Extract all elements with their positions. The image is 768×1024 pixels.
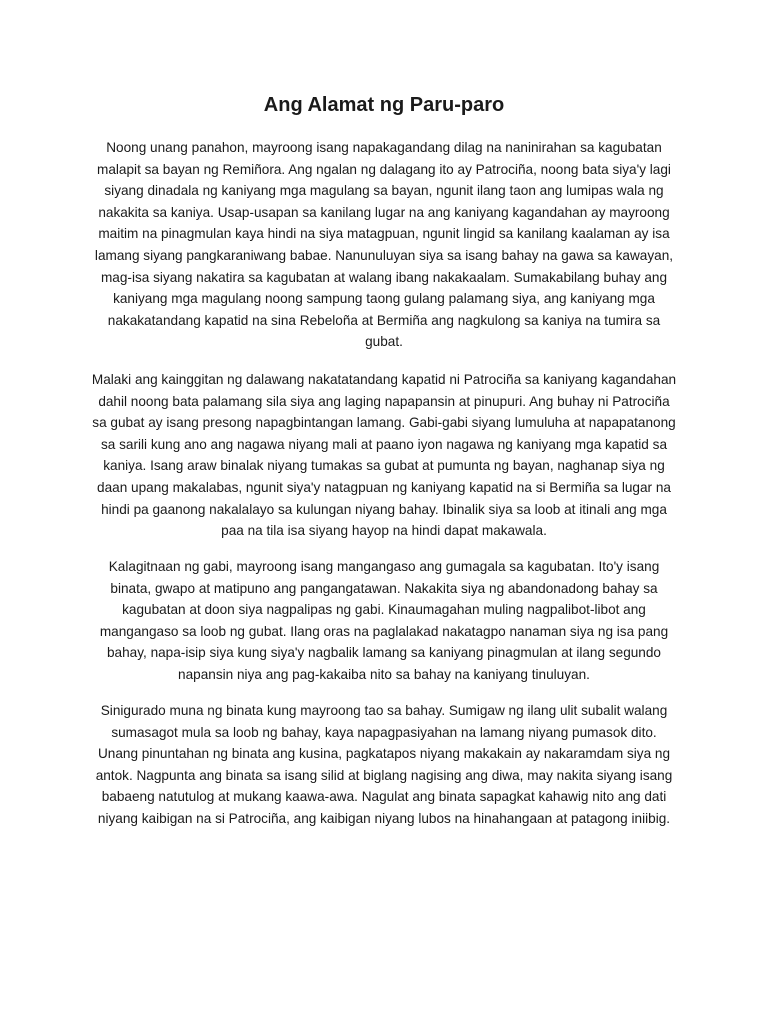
document-title: Ang Alamat ng Paru-paro xyxy=(263,94,505,116)
paragraph-3: Kalagitnaan ng gabi, mayroong isang mangangaso ang gumagala sa kagubatan. Ito'y isang binata, gwapo at matipuno ang pangangatawan. Nakakita siya ng abandonadong bahay sa kagubatan at doon siya nagpalipas ng gabi. Kinaumagahan muling nagpalibot-libot ang mangangaso sa loob ng gubat. Ilang oras na paglalakad nakatagpo nanaman siya ng isa pang bahay, napa-isip siya kung siya'y nagbalik lamang sa kaniyang pinagmulan at ilang segundo napansin niya ang pag-kakaiba nito sa bahay na kaniyang tinuluyan. xyxy=(99,559,669,682)
paragraph-4: Sinigurado muna ng binata kung mayroong tao sa bahay. Sumigaw ng ilang ulit subalit walang sumasagot mula sa loob ng bahay, kaya napagpasiyahan na lamang niyang pumasok dito. Unang pinuntahan ng binata ang kusina, pagkatapos niyang makakain ay nakaramdam siya ng antok. Nagpunta ang binata sa isang silid at biglang nagising ang diwa, may nakita siyang isang babaeng natutulog at mukang kaawa-awa. Nagulat ang binata sapagkat kahawig nito ang dati niyang kaibigan na si Patrociña, ang kaibigan niyang lubos na hinahangaan at patagong iniibig. xyxy=(95,703,673,826)
paragraph-2: Malaki ang kainggitan ng dalawang nakatatandang kapatid ni Patrociña sa kaniyang kagandahan dahil noong bata palamang sila siya ang laging napapansin at pinupuri. Ang buhay ni Patrociña sa gubat ay isang presong napagbintangan lamang. Gabi-gabi siyang lumuluha at napapatanong sa sarili kung ano ang nagawa niyang mali at paano iyon nagawa ng kaniyang mga kapatid sa kaniya. Isang araw binalak niyang tumakas sa gubat at pumunta ng bayan, naghanap siya ng daan upang makalabas, ngunit siya'y natagpuan ng kaniyang kapatid na si Bermiña sa lugar na hindi pa gaanong nakalalayo sa kulungan niyang bahay. Ibinalik siya sa loob at itinali ang mga paa na tila isa siyang hayop na hindi dapat makawala. xyxy=(91,372,677,539)
paragraph-1: Noong unang panahon, mayroong isang napakagandang dilag na naninirahan sa kagubatan malapit sa bayan ng Remiñora. Ang ngalan ng dalagang ito ay Patrociña, noong bata siya'y lagi siyang dinadala ng kaniyang mga magulang sa bayan, ngunit ilang taon ang lumipas wala ng nakakita sa kaniya. Usap-usapan sa kanilang lugar na ang kaniyang kagandahan ay mayroong maitim na pinagmulan kaya hindi na siya matagpuan, ngunit lingid sa kanilang kaalaman ay isa lamang siyang pangkaraniwang babae. Nanunuluyan siya sa isang bahay na gawa sa kawayan, mag-isa siyang nakatira sa kagubatan at walang ibang nakakaalam. Sumakabilang buhay ang kaniyang mga magulang noong sampung taong gulang palamang siya, ang kaniyang mga nakakatandang kapatid na sina Rebeloña at Bermiña ang nagkulong sa kaniya na tumira sa gubat. xyxy=(94,140,674,350)
